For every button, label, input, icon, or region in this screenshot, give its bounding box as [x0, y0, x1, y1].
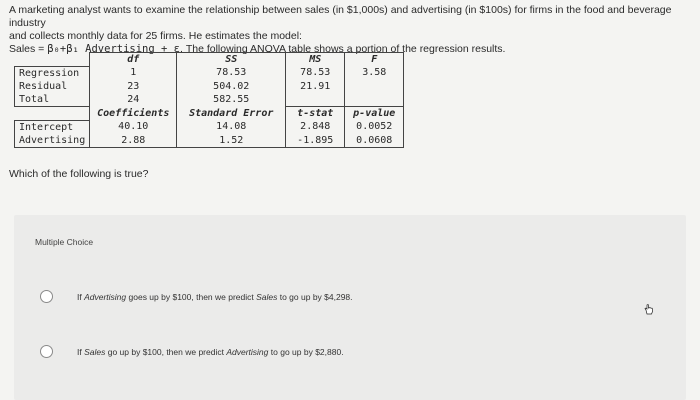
radio-button[interactable] — [40, 345, 53, 358]
header-f: F — [345, 53, 404, 67]
cell: -1.895 — [286, 134, 345, 148]
multiple-choice-title: Multiple Choice — [35, 237, 94, 247]
cell: 2.88 — [90, 134, 177, 148]
cell: 14.08 — [177, 120, 286, 134]
choice-text: If Sales go up by $100, then we predict Advertising to go up by $2,880. — [77, 346, 344, 357]
row-label-regression: Regression — [15, 66, 90, 80]
header-standard-error: Standard Error — [177, 106, 286, 120]
cell: 3.58 — [345, 66, 404, 80]
cell: 504.02 — [177, 80, 286, 93]
cell: 24 — [90, 93, 177, 107]
cell: 1.52 — [177, 134, 286, 148]
radio-button[interactable] — [40, 290, 53, 303]
question-text — [9, 4, 689, 56]
header-ss: SS — [177, 53, 286, 67]
row-label-advertising: Advertising — [15, 134, 90, 148]
cell: 78.53 — [177, 66, 286, 80]
cell — [286, 93, 345, 107]
cell: 78.53 — [286, 66, 345, 80]
row-label-residual: Residual — [15, 80, 90, 93]
question-line-1: A marketing analyst wants to examine the relationship between sales (in $1,000s) and advertising (in $100s) for firms in the food and beverage industry — [9, 4, 672, 29]
model-line: Sales = β₀+β₁ Advertising + ε. The following ANOVA table shows a portion of the regression results. — [9, 43, 506, 55]
question-line-2: and collects monthly data for 25 firms. He estimates the model: — [9, 30, 302, 42]
cell — [345, 80, 404, 93]
choice-option-1[interactable] — [40, 290, 353, 303]
header-p-value: p-value — [345, 106, 404, 120]
header-coefficients: Coefficients — [90, 106, 177, 120]
row-label-intercept: Intercept — [15, 120, 90, 134]
cell — [345, 93, 404, 107]
hand-cursor-icon — [643, 303, 655, 315]
model-equation: β₀+β₁ Advertising + ε — [47, 43, 180, 55]
header-ms: MS — [286, 53, 345, 67]
cell: 40.10 — [90, 120, 177, 134]
anova-table — [14, 52, 404, 148]
header-t-stat: t-stat — [286, 106, 345, 120]
choice-text: If Advertising goes up by $100, then we predict Sales to go up by $4,298. — [77, 291, 353, 302]
cell: 1 — [90, 66, 177, 80]
header-df: df — [90, 53, 177, 67]
cell: 0.0608 — [345, 134, 404, 148]
cell: 23 — [90, 80, 177, 93]
choice-option-2[interactable] — [40, 345, 344, 358]
cell: 21.91 — [286, 80, 345, 93]
multiple-choice-panel — [14, 215, 686, 400]
row-label-total: Total — [15, 93, 90, 107]
cell: 582.55 — [177, 93, 286, 107]
question-prompt: Which of the following is true? — [9, 168, 149, 180]
cell: 0.0052 — [345, 120, 404, 134]
cell: 2.848 — [286, 120, 345, 134]
